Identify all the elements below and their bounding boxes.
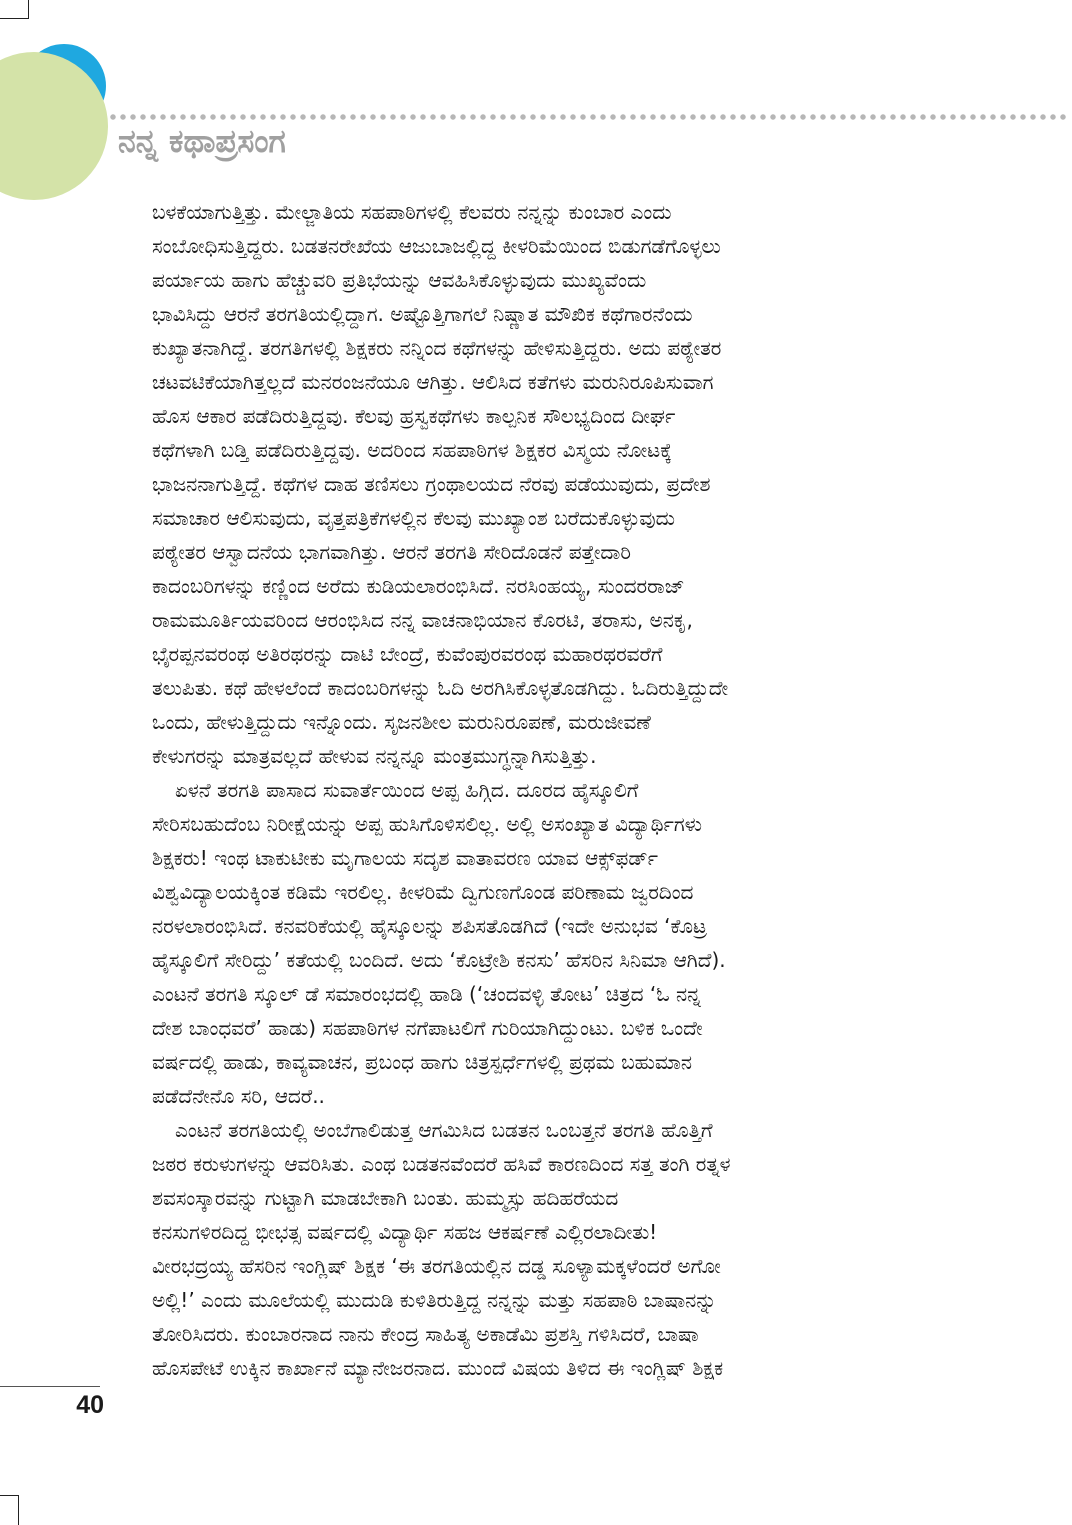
text-line: ಹೊಸ ಆಕಾರ ಪಡೆದಿರುತ್ತಿದ್ದವು. ಕೆಲವು ಹ್ರಸ್ವಕಥೆಗಳು ಕಾಲ್ಪನಿಕ ಸೌಲಭ್ಯದಿಂದ ದೀರ್ಘ — [152, 404, 676, 428]
text-line: ಸಮಾಚಾರ ಆಲಿಸುವುದು, ವೃತ್ತಪತ್ರಿಕೆಗಳಲ್ಲಿನ ಕೆಲವು ಮುಖ್ಯಾಂಶ ಬರೆದುಕೊಳ್ಳುವುದು — [152, 506, 675, 530]
text-line: ಪಠ್ಯೇತರ ಆಸ್ವಾದನೆಯ ಭಾಗವಾಗಿತ್ತು. ಆರನೆ ತರಗತಿ ಸೇರಿದೊಡನೆ ಪತ್ತೇದಾರಿ — [152, 540, 631, 564]
text-line: ಸೇರಿಸಬಹುದೆಂಬ ನಿರೀಕ್ಷೆಯನ್ನು ಅಪ್ಪ ಹುಸಿಗೊಳಿಸಲಿಲ್ಲ. ಅಲ್ಲಿ ಅಸಂಖ್ಯಾತ ವಿದ್ಯಾರ್ಥಿಗಳು — [152, 812, 702, 836]
crop-mark-top-left-horizontal — [0, 18, 29, 19]
text-line: ಜಠರ ಕರುಳುಗಳನ್ನು ಆವರಿಸಿತು. ಎಂಥ ಬಡತನವೆಂದರೆ ಹಸಿವೆ ಕಾರಣದಿಂದ ಸತ್ತ ತಂಗಿ ರತ್ನಳ — [152, 1152, 731, 1176]
text-line: ಭಾಜನನಾಗುತ್ತಿದ್ದೆ. ಕಥೆಗಳ ದಾಹ ತಣಿಸಲು ಗ್ರಂಥಾಲಯದ ನೆರವು ಪಡೆಯುವುದು, ಪ್ರದೇಶ — [152, 472, 711, 496]
text-line: ಭಾವಿಸಿದ್ದು ಆರನೆ ತರಗತಿಯಲ್ಲಿದ್ದಾಗ. ಅಷ್ಟೊತ್ತಿಗಾಗಲೆ ನಿಷ್ಣಾತ ಮೌಖಿಕ ಕಥೆಗಾರನೆಂದು — [152, 302, 693, 326]
page-number-rule — [0, 1386, 100, 1387]
text-line: ಬಳಕೆಯಾಗುತ್ತಿತ್ತು. ಮೇಲ್ಜಾತಿಯ ಸಹಪಾಠಿಗಳಲ್ಲಿ ಕೆಲವರು ನನ್ನನ್ನು ಕುಂಬಾರ ಎಂದು — [152, 200, 672, 224]
text-line: ಕೇಳುಗರನ್ನು ಮಾತ್ರವಲ್ಲದೆ ಹೇಳುವ ನನ್ನನ್ನೂ ಮಂತ್ರಮುಗ್ಧನ್ನಾಗಿಸುತ್ತಿತ್ತು. — [152, 744, 597, 768]
text-line: ವರ್ಷದಲ್ಲಿ ಹಾಡು, ಕಾವ್ಯವಾಚನ, ಪ್ರಬಂಧ ಹಾಗು ಚಿತ್ರಸ್ಪರ್ಧೆಗಳಲ್ಲಿ ಪ್ರಥಮ ಬಹುಮಾನ — [152, 1050, 693, 1074]
paragraph — [152, 773, 912, 1113]
text-line: ಶವಸಂಸ್ಕಾರವನ್ನು ಗುಟ್ಟಾಗಿ ಮಾಡಬೇಕಾಗಿ ಬಂತು. ಹುಮ್ಮಸ್ಸು ಹದಿಹರೆಯದ — [152, 1186, 619, 1210]
text-line: ತಲುಪಿತು. ಕಥೆ ಹೇಳಲೆಂದೆ ಕಾದಂಬರಿಗಳನ್ನು ಓದಿ ಅರಗಿಸಿಕೊಳ್ಳತೊಡಗಿದ್ದು. ಓದಿರುತ್ತಿದ್ದುದೇ — [152, 676, 729, 700]
chapter-title: ನನ್ನ ಕಥಾಪ್ರಸಂಗ — [118, 122, 286, 160]
text-line: ನರಳಲಾರಂಭಿಸಿದೆ. ಕನವರಿಕೆಯಲ್ಲಿ ಹೈಸ್ಕೂಲನ್ನು ಶಪಿಸತೊಡಗಿದೆ (ಇದೇ ಅನುಭವ ‘ಕೊಟ್ರ — [152, 914, 707, 938]
text-line: ಪಡೆದೆನೇನೊ ಸರಿ, ಆದರೆ.. — [152, 1084, 325, 1108]
text-line: ಪರ್ಯಾಯ ಹಾಗು ಹೆಚ್ಚುವರಿ ಪ್ರತಿಭೆಯನ್ನು ಆವಹಿಸಿಕೊಳ್ಳುವುದು ಮುಖ್ಯವೆಂದು — [152, 268, 647, 292]
body-text — [152, 195, 912, 1385]
text-line: ವಿಶ್ವವಿದ್ಯಾಲಯಕ್ಕಿಂತ ಕಡಿಮೆ ಇರಲಿಲ್ಲ. ಕೀಳರಿಮೆ ದ್ವಿಗುಣಗೊಂಡ ಪರಿಣಾಮ ಜ್ವರದಿಂದ — [152, 880, 694, 904]
text-line: ಕಾದಂಬರಿಗಳನ್ನು ಕಣ್ಣಿಂದ ಅರೆದು ಕುಡಿಯಲಾರಂಭಿಸಿದೆ. ನರಸಿಂಹಯ್ಯ, ಸುಂದರರಾಜ್ — [152, 574, 685, 598]
crop-mark-bottom-left-vertical — [18, 1495, 19, 1525]
text-line: ಭೈರಪ್ಪನವರಂಥ ಅತಿರಥರನ್ನು ದಾಟಿ ಬೇಂದ್ರೆ, ಕುವೆಂಪುರವರಂಥ ಮಹಾರಥರವರೆಗೆ — [152, 642, 663, 666]
text-line: ಎಂಟನೆ ತರಗತಿಯಲ್ಲಿ ಅಂಬೆಗಾಲಿಡುತ್ತ ಆಗಮಿಸಿದ ಬಡತನ ಒಂಬತ್ತನೆ ತರಗತಿ ಹೊತ್ತಿಗೆ — [175, 1118, 713, 1142]
text-line: ಹೊಸಪೇಟೆ ಉಕ್ಕಿನ ಕಾರ್ಖಾನೆ ಮ್ಯಾನೇಜರನಾದ. ಮುಂದೆ ವಿಷಯ ತಿಳಿದ ಈ ಇಂಗ್ಲಿಷ್ ಶಿಕ್ಷಕ — [152, 1356, 724, 1380]
text-line: ಹೈಸ್ಕೂಲಿಗೆ ಸೇರಿದ್ದು’ ಕತೆಯಲ್ಲಿ ಬಂದಿದೆ. ಅದು ‘ಕೊಟ್ರೇಶಿ ಕನಸು’ ಹೆಸರಿನ ಸಿನಿಮಾ ಆಗಿದೆ). — [152, 948, 726, 972]
text-line: ಕನಸುಗಳಿರದಿದ್ದ ಭೀಭತ್ಸ ವರ್ಷದಲ್ಲಿ ವಿದ್ಯಾರ್ಥಿ ಸಹಜ ಆಕರ್ಷಣೆ ಎಲ್ಲಿರಲಾದೀತು! — [152, 1220, 658, 1244]
text-line: ಒಂದು, ಹೇಳುತ್ತಿದ್ದುದು ಇನ್ನೊಂದು. ಸೃಜನಶೀಲ ಮರುನಿರೂಪಣೆ, ಮರುಜೀವಣೆ — [152, 710, 651, 734]
text-line: ಏಳನೆ ತರಗತಿ ಪಾಸಾದ ಸುವಾರ್ತೆಯಿಂದ ಅಪ್ಪ ಹಿಗ್ಗಿದ. ದೂರದ ಹೈಸ್ಕೂಲಿಗೆ — [175, 778, 639, 802]
text-line: ಅಲ್ಲಿ!’ ಎಂದು ಮೂಲೆಯಲ್ಲಿ ಮುದುಡಿ ಕುಳಿತಿರುತ್ತಿದ್ದ ನನ್ನನ್ನು ಮತ್ತು ಸಹಪಾಠಿ ಬಾಷಾನನ್ನು — [152, 1288, 717, 1312]
text-line: ಕಥೆಗಳಾಗಿ ಬಡ್ತಿ ಪಡೆದಿರುತ್ತಿದ್ದವು. ಅದರಿಂದ ಸಹಪಾಠಿಗಳ ಶಿಕ್ಷಕರ ವಿಸ್ಮಯ ನೋಟಕ್ಕೆ — [152, 438, 672, 462]
text-line: ವೀರಭದ್ರಯ್ಯ ಹೆಸರಿನ ಇಂಗ್ಲಿಷ್ ಶಿಕ್ಷಕ ‘ಈ ತರಗತಿಯಲ್ಲಿನ ದಡ್ಡ ಸೂಳ್ಯಾಮಕ್ಕಳೆಂದರೆ ಅಗೋ — [152, 1254, 721, 1278]
paragraph — [152, 1113, 912, 1385]
crop-mark-bottom-left-horizontal — [0, 1495, 19, 1496]
text-line: ಕುಖ್ಯಾತನಾಗಿದ್ದೆ. ತರಗತಿಗಳಲ್ಲಿ ಶಿಕ್ಷಕರು ನನ್ನಿಂದ ಕಥೆಗಳನ್ನು ಹೇಳಿಸುತ್ತಿದ್ದರು. ಅದು ಪಠ್ಯೇತರ — [152, 336, 722, 360]
crop-mark-top-left-vertical — [28, 0, 29, 19]
text-line: ದೇಶ ಬಾಂಧವರೆ’ ಹಾಡು) ಸಹಪಾಠಿಗಳ ನಗೆಪಾಟಲಿಗೆ ಗುರಿಯಾಗಿದ್ದುಂಟು. ಬಳಿಕ ಒಂದೇ — [152, 1016, 703, 1040]
text-line: ಎಂಟನೆ ತರಗತಿ ಸ್ಕೂಲ್ ಡೆ ಸಮಾರಂಭದಲ್ಲಿ ಹಾಡಿ (‘ಚಂದವಳ್ಳಿ ತೋಟ’ ಚಿತ್ರದ ‘ಓ ನನ್ನ — [152, 982, 701, 1006]
text-line: ಚಟವಟಿಕೆಯಾಗಿತ್ತಲ್ಲದೆ ಮನರಂಜನೆಯೂ ಆಗಿತ್ತು. ಆಲಿಸಿದ ಕತೆಗಳು ಮರುನಿರೂಪಿಸುವಾಗ — [152, 370, 714, 394]
page-number: 40 — [76, 1391, 104, 1419]
text-line: ರಾಮಮೂರ್ತಿಯವರಿಂದ ಆರಂಭಿಸಿದ ನನ್ನ ವಾಚನಾಭಿಯಾನ ಕೊರಟಿ, ತರಾಸು, ಅನಕೃ, — [152, 608, 693, 632]
paragraph — [152, 195, 912, 773]
text-line: ಶಿಕ್ಷಕರು! ಇಂಥ ಟಾಕುಟೀಕು ಮೃಗಾಲಯ ಸದೃಶ ವಾತಾವರಣ ಯಾವ ಆಕ್ಸ್‌ಫರ್ಡ್ — [152, 846, 658, 870]
text-line: ತೋರಿಸಿದರು. ಕುಂಬಾರನಾದ ನಾನು ಕೇಂದ್ರ ಸಾಹಿತ್ಯ ಅಕಾಡೆಮಿ ಪ್ರಶಸ್ತಿ ಗಳಿಸಿದರೆ, ಬಾಷಾ — [152, 1322, 699, 1346]
text-line: ಸಂಬೋಧಿಸುತ್ತಿದ್ದರು. ಬಡತನರೇಖೆಯ ಆಜುಬಾಜಲ್ಲಿದ್ದ ಕೀಳರಿಮೆಯಿಂದ ಬಿಡುಗಡೆಗೊಳ್ಳಲು — [152, 234, 721, 258]
